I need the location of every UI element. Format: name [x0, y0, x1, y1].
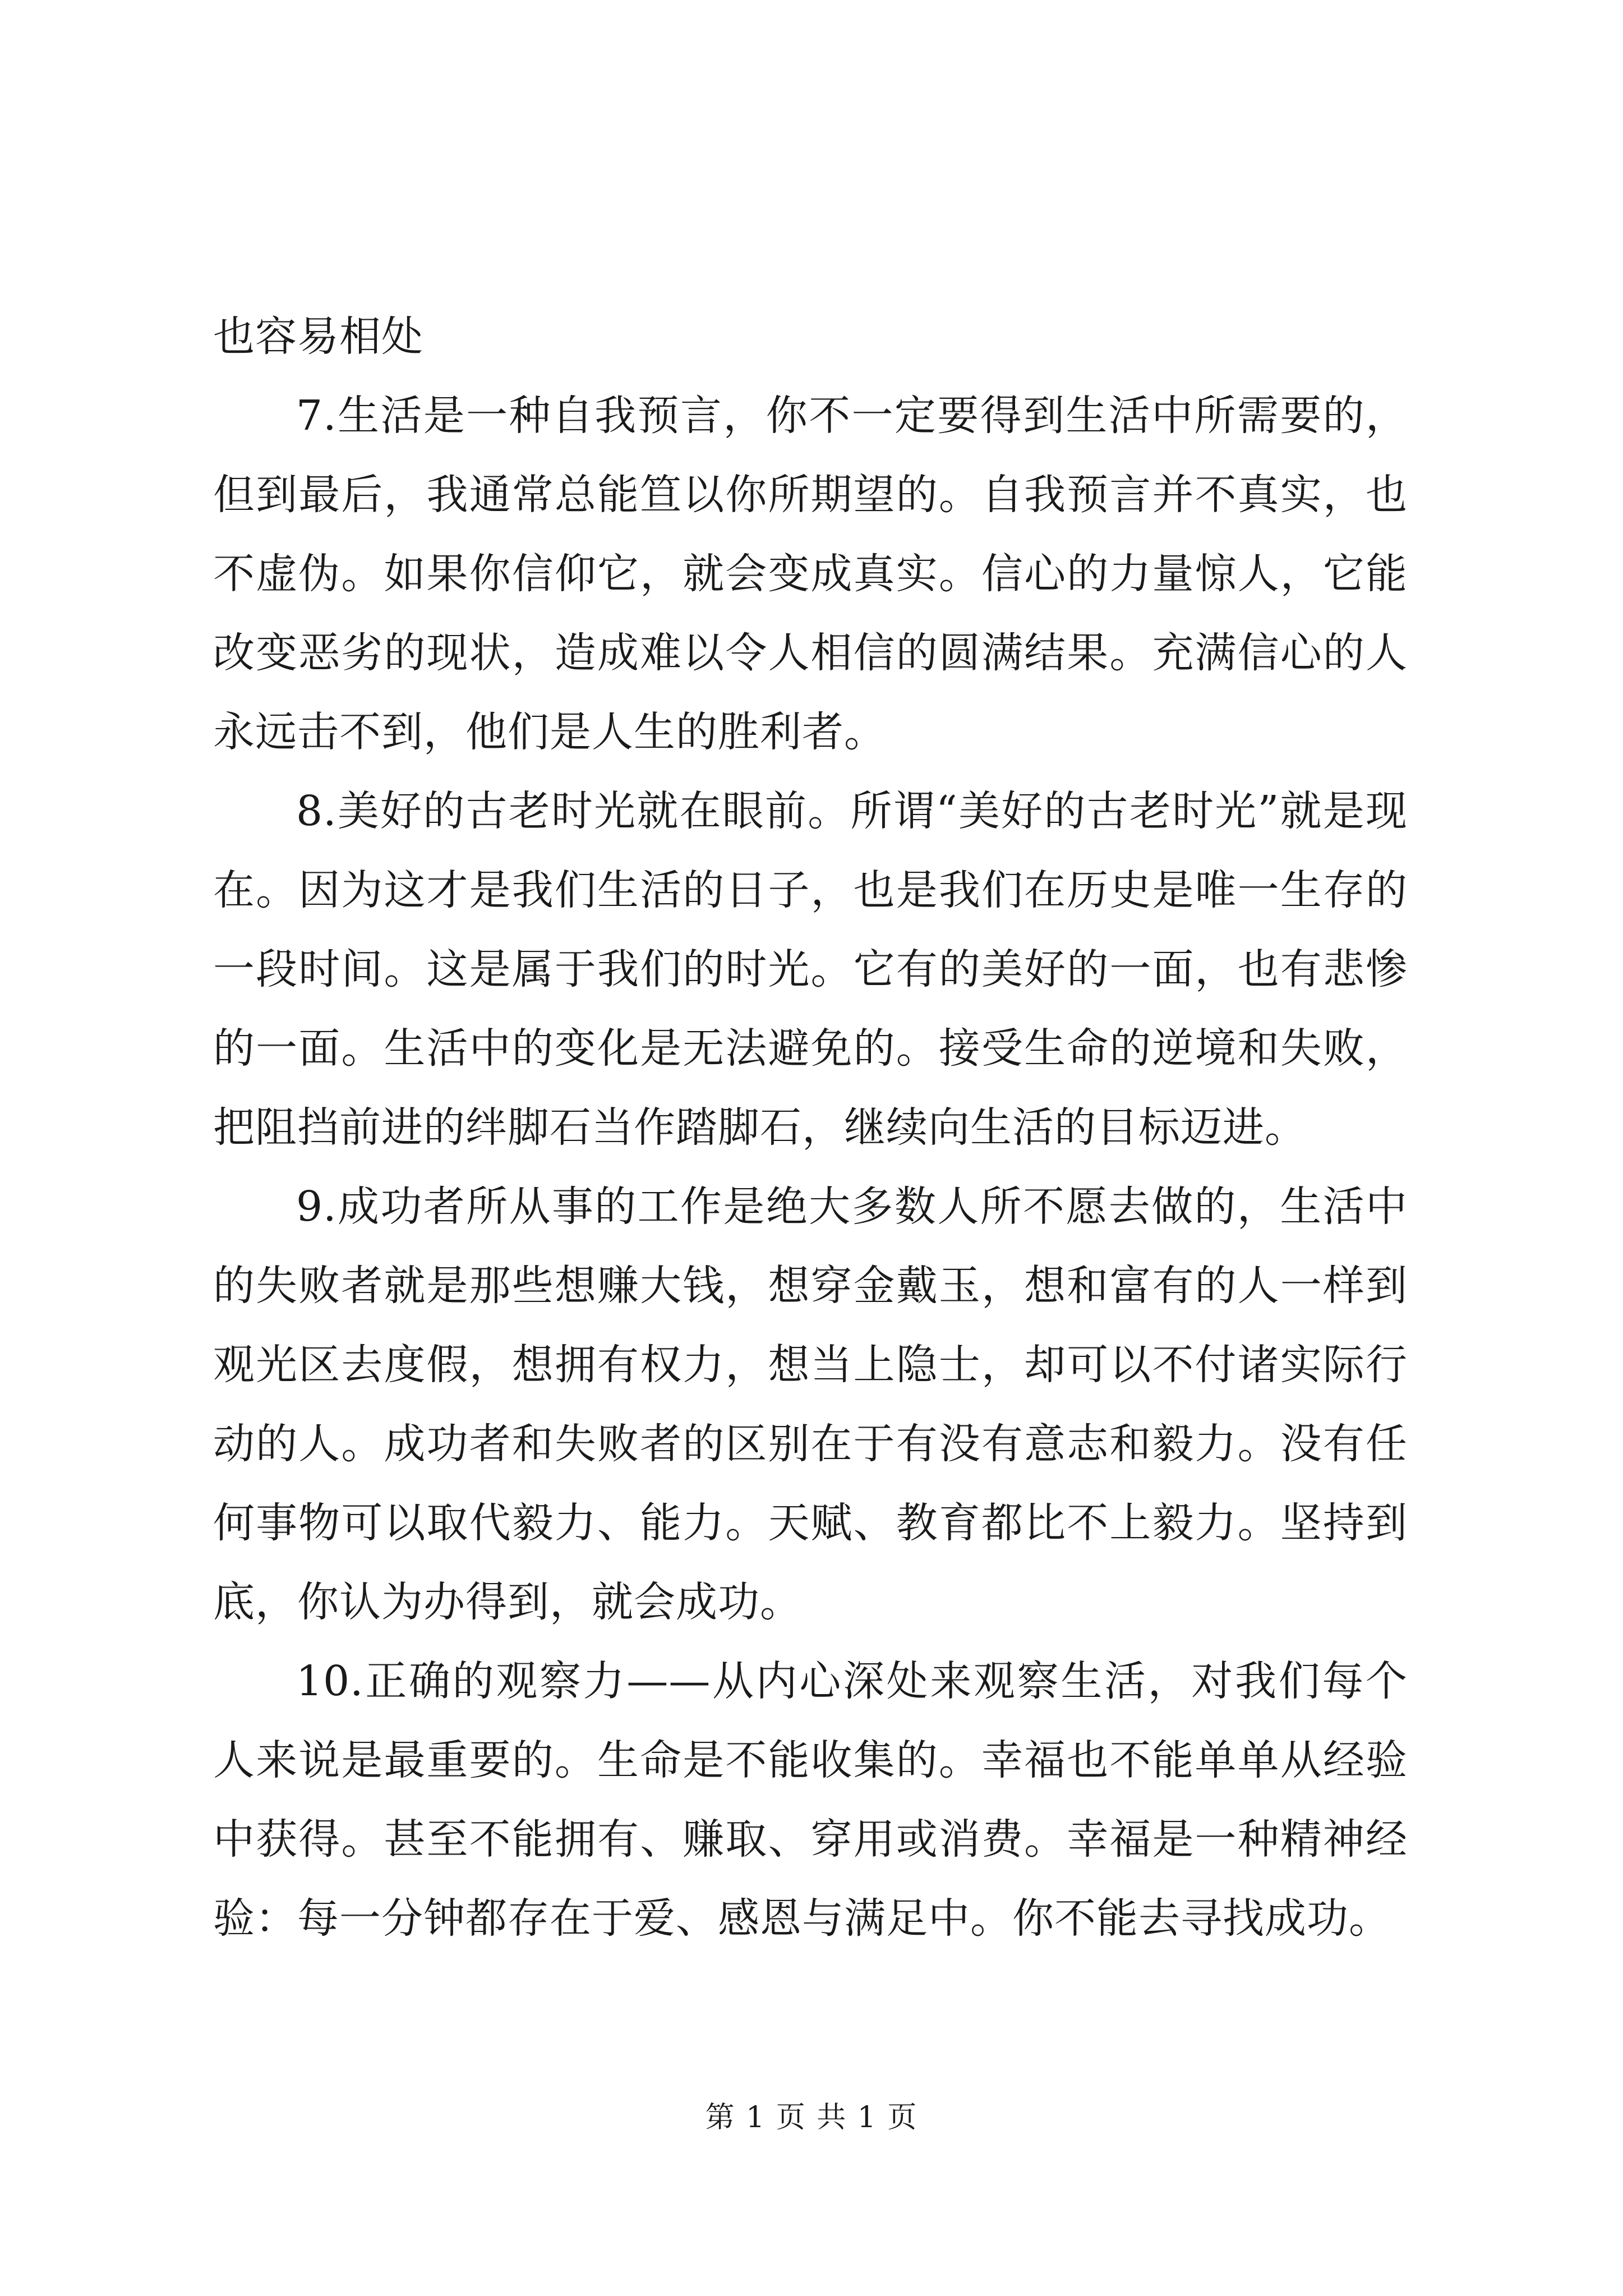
page-number-footer: 第 1 页 共 1 页: [705, 2101, 918, 2134]
paragraph-item-7: 7.生活是一种自我预言，你不一定要得到生活中所需要的，但到最后，我通常总能笪以你所期望的。自我预言并不真实，也不虚伪。如果你信仰它，就会变成真实。信心的力量惊人，它能改变恶劣的现状，造成难以令人相信的圆满结果。充满信心的人永远击不到，他们是人生的胜利者。: [213, 392, 1408, 756]
paragraph-item-10: 10.正确的观察力——从内心深处来观察生活，对我们每个人来说是最重要的。生命是不能收集的。幸福也不能单单从经验中获得。甚至不能拥有、赚取、穿用或消费。幸福是一种精神经验：每一分钟都存在于爱、感恩与满足中。你不能去寻找成功。: [213, 1657, 1408, 1943]
document-body: [213, 297, 1408, 1958]
paragraph-item-8: 8.美好的古老时光就在眼前。所谓“美好的古老时光”就是现在。因为这才是我们生活的日子，也是我们在历史是唯一生存的一段时间。这是属于我们的时光。它有的美好的一面，也有悲惨的一面。生活中的变化是无法避免的。接受生命的逆境和失败，把阻挡前进的绊脚石当作踏脚石，继续向生活的目标迈进。: [213, 787, 1408, 1152]
paragraph-item-9: 9.成功者所从事的工作是绝大多数人所不愿去做的，生活中的失败者就是那些想赚大钱，想穿金戴玉，想和富有的人一样到观光区去度假，想拥有权力，想当上隐士，却可以不付诸实际行动的人。成功者和失败者的区别在于有没有意志和毅力。没有任何事物可以取代毅力、能力。天赋、教育都比不上毅力。坚持到底，你认为办得到，就会成功。: [213, 1182, 1408, 1626]
paragraph-continuation: 也容易相处: [213, 312, 423, 361]
